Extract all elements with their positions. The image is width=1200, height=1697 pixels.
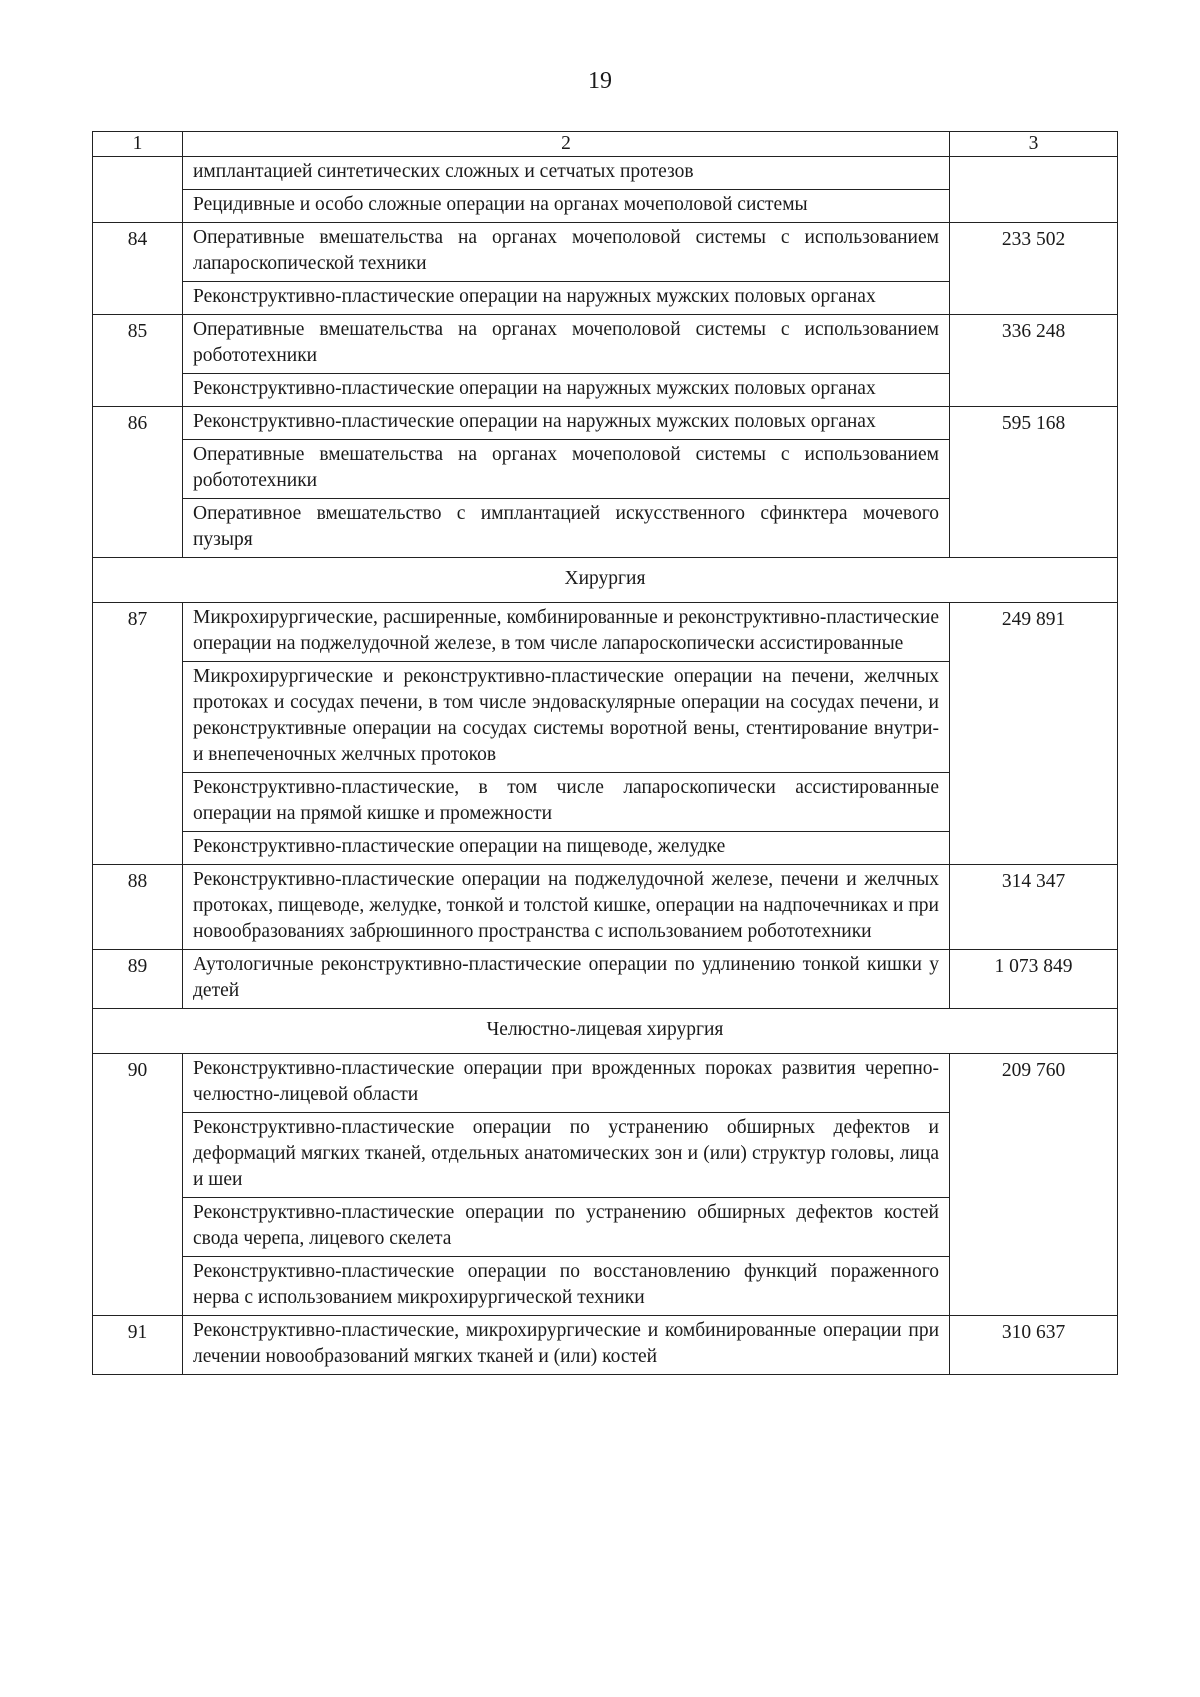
column-header-number: 1	[93, 132, 183, 157]
cost-value: 209 760	[950, 1054, 1118, 1316]
service-description: Микрохирургические, расширенные, комбинированные и реконструктивно-пластические операции на поджелудочной железе, в том числе лапароскопически ассистированные	[183, 603, 950, 662]
row-number: 84	[93, 223, 183, 315]
service-description: Реконструктивно-пластические операции по устранению обширных дефектов и деформаций мягких тканей, отдельных анатомических зон и (или) структур головы, лица и шеи	[183, 1113, 950, 1198]
service-description: имплантацией синтетических сложных и сетчатых протезов	[183, 157, 950, 190]
row-number: 90	[93, 1054, 183, 1316]
table-row	[93, 407, 1118, 440]
service-description: Микрохирургические и реконструктивно-пластические операции на печени, желчных протоках и сосудах печени, в том числе эндоваскулярные операции на сосудах печени, и реконструктивные операции на сосудах системы воротной вены, стентирование внутри- и внепеченочных желчных протоков	[183, 662, 950, 773]
service-description: Реконструктивно-пластические операции на наружных мужских половых органах	[183, 282, 950, 315]
section-heading-row	[93, 558, 1118, 603]
table-body	[93, 132, 1118, 1375]
cost-value: 233 502	[950, 223, 1118, 315]
table-row	[93, 1316, 1118, 1375]
service-description: Реконструктивно-пластические, микрохирургические и комбинированные операции при лечении новообразований мягких тканей и (или) костей	[183, 1316, 950, 1375]
service-description: Реконструктивно-пластические операции на наружных мужских половых органах	[183, 374, 950, 407]
table-row	[93, 157, 1118, 190]
cost-value: 249 891	[950, 603, 1118, 865]
table-row	[93, 950, 1118, 1009]
section-heading: Челюстно-лицевая хирургия	[93, 1009, 1118, 1054]
row-number: 85	[93, 315, 183, 407]
row-number: 86	[93, 407, 183, 558]
services-table	[92, 131, 1118, 1375]
service-description: Оперативные вмешательства на органах мочеполовой системы с использованием робототехники	[183, 440, 950, 499]
service-description: Реконструктивно-пластические операции по восстановлению функций пораженного нерва с использованием микрохирургической техники	[183, 1257, 950, 1316]
row-number: 88	[93, 865, 183, 950]
row-number: 91	[93, 1316, 183, 1375]
row-number: 87	[93, 603, 183, 865]
section-heading: Хирургия	[93, 558, 1118, 603]
cost-value: 595 168	[950, 407, 1118, 558]
section-heading-row	[93, 1009, 1118, 1054]
table-header-row	[93, 132, 1118, 157]
service-description: Реконструктивно-пластические операции на поджелудочной железе, печени и желчных протоках, пищеводе, желудке, тонкой и толстой кишке, операции на надпочечниках и при новообразованиях забрюшинного пространства с использованием робототехники	[183, 865, 950, 950]
cost-cell	[950, 157, 1118, 223]
column-header-description: 2	[183, 132, 950, 157]
table-row	[93, 865, 1118, 950]
service-description: Реконструктивно-пластические, в том числе лапароскопически ассистированные операции на прямой кишке и промежности	[183, 773, 950, 832]
table-row	[93, 603, 1118, 662]
service-description: Оперативные вмешательства на органах мочеполовой системы с использованием робототехники	[183, 315, 950, 374]
service-description: Реконструктивно-пластические операции на пищеводе, желудке	[183, 832, 950, 865]
cost-value: 1 073 849	[950, 950, 1118, 1009]
service-description: Оперативное вмешательство с имплантацией искусственного сфинктера мочевого пузыря	[183, 499, 950, 558]
row-number: 89	[93, 950, 183, 1009]
page-number: 19	[588, 68, 612, 94]
row-number-cell	[93, 157, 183, 223]
service-description: Аутологичные реконструктивно-пластические операции по удлинению тонкой кишки у детей	[183, 950, 950, 1009]
cost-value: 314 347	[950, 865, 1118, 950]
column-header-cost: 3	[950, 132, 1118, 157]
table-row	[93, 223, 1118, 282]
cost-value: 336 248	[950, 315, 1118, 407]
service-description: Реконструктивно-пластические операции по устранению обширных дефектов костей свода черепа, лицевого скелета	[183, 1198, 950, 1257]
service-description: Оперативные вмешательства на органах мочеполовой системы с использованием лапароскопической техники	[183, 223, 950, 282]
table-row	[93, 1054, 1118, 1113]
table-row	[93, 315, 1118, 374]
cost-value: 310 637	[950, 1316, 1118, 1375]
service-description: Рецидивные и особо сложные операции на органах мочеполовой системы	[183, 190, 950, 223]
service-description: Реконструктивно-пластические операции при врожденных пороках развития черепно-челюстно-лицевой области	[183, 1054, 950, 1113]
service-description: Реконструктивно-пластические операции на наружных мужских половых органах	[183, 407, 950, 440]
